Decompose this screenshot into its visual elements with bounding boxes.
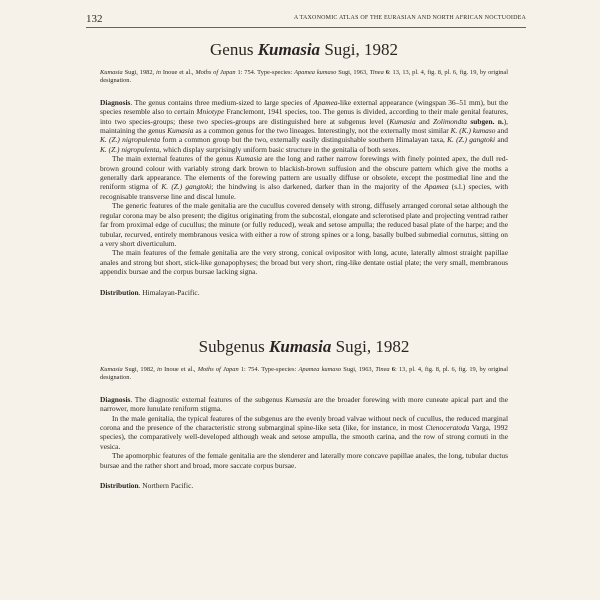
subgenus-male-genitalia [100,414,508,452]
ref-book: Moths of Japan [195,69,236,76]
ref-text: Inoue et al., [161,365,198,373]
genus-male-genitalia: The generic features of the male genitalia are the cucullus covered densely with strong, diffusely arranged coronal setae although the regular corona may be also present; the digitus originating from the subcostal, elongate and sclerotised plate and projecting ventrad rather far from proximal edge of cucullus; the minute (or fully reduced), weak and setose ampulla; the reduced basal plate of the harpe; and the tubular, recurved, entirely membranous vesica with either a row of strong spines or a long, basally bulbed submedial cornutus, sitting on a very short diverticulum. [100,201,508,248]
genus-distribution [100,288,508,297]
taxon: Kumasia [285,394,312,404]
body-text: (s.l.) species, with recognisable transverse line and discal lunule. [100,182,509,201]
ref-text: 1: 754. Type-species: [235,69,295,76]
diag-text: . The diagnostic external features of the subgenus [130,394,286,404]
taxon: Ctenoceratoda [425,422,470,432]
subgenus-diagnosis [100,395,508,414]
ref-journal: Tinea [375,365,390,373]
genus-diagnosis [100,98,508,154]
diag-text: and [495,126,508,136]
diagnosis-label: Diagnosis [100,97,131,107]
running-title: A TAXONOMIC ATLAS OF THE EURASIAN AND NORTH AFRICAN NOCTUOIDEA [293,15,526,21]
subgenus-distribution [100,481,508,490]
body-text: are the long and rather narrow forewings with finely pointed apex, the dull red-brown ground colour with variably strong dark brown to blackish-brown suffusion and the obscure pattern which give the moths a generally dark appearance. The elements of the forewing pattern are usually diffuse or obsolete, except the postmedial line and the reniform stigma of [100,154,508,192]
subgenus-section [100,337,508,490]
taxon: K. (Z.) gangtoki [161,182,212,192]
genus-female-genitalia: The main features of the female genitalia are the very strong, conical ovipositor with long, acute, laterally almost straight papillae anales and strong but short, stick-like gonapophyses; the broad but very short, ring-like dentate ostial plate; the very small, membranous appendix bursae and the corpus bursae lacking signa. [100,248,508,277]
subgenus-heading-italic: Kumasia [269,336,332,356]
ref-text: Sugi, 1963, [341,365,376,373]
ref-volume: 6 [383,69,389,76]
ref-text: Sugi, 1982, [122,69,156,76]
genus-heading-plain: Genus [210,40,258,59]
taxon: K. (Z.) nigropulenta [100,144,160,154]
distribution-text: . Northern Pacific. [138,481,194,490]
genus-heading [100,40,508,60]
page-header [86,10,526,26]
ref-text: Inoue et al., [160,69,196,76]
genus-heading-italic: Kumasia [257,40,321,59]
diag-text: form a common group but the two, externally easily distinguishable southern Himalayan taxa, [160,135,448,145]
taxon: K. (Z.) gangtoki [447,135,496,145]
diag-text: . The genus contains three medium-sized to large species of [130,97,314,107]
taxon: Kumasia [167,126,194,136]
genus-reference [100,69,508,86]
ref-genus: Kumasia [100,365,123,373]
genus-external-features [100,154,508,201]
diag-text: Franclemont, 1941 species, too. The genus is divided, according to their male genital features, into two species-groups; these two species-groups are distinguished here at subgenus level ( [100,107,508,126]
subgenus-heading-plain: Subgenus [198,336,270,356]
diag-text: , which display surprisingly uniform basic structure in the genitalia of both sexes. [159,144,401,154]
ref-book: Moths of Japan [197,365,239,373]
ref-species: Apamea kumaso [294,69,337,76]
distribution-label: Distribution [100,481,139,490]
page-number: 132 [86,13,103,25]
body-text: ; the hindwing is also darkened, darker than in the majority of the [211,182,425,192]
ref-text: : 13, pl. 4, fig. 8, pl. 6, fig. 19, by original designation. [100,365,508,382]
ref-volume: 6 [389,365,395,373]
subgen-note: subgen. n. [467,116,504,126]
ref-in: in [155,69,161,76]
diag-text: as a common genus for the two lineages. Interestingly, not the externally most similar [193,126,451,136]
body-text: Varga, 1992 species), the comparatively well-developed although weak and setose ampulla, the smooth carina, and the row of strong cornuti in the vesica. [100,422,508,451]
body-text: The main external features of the genus [112,154,236,164]
taxon: Kumasia [235,154,262,164]
ref-text: : 13, 13, pl. 4, fig. 8, pl. 6, fig. 19, by original designation. [100,69,508,85]
diagnosis-label: Diagnosis [100,394,131,404]
taxon: Apamea [313,97,338,107]
taxon: K. (Z.) nigropulenta [100,135,161,145]
subgenus-reference [100,366,508,383]
page-content [100,40,508,490]
subgenus-heading [100,337,508,357]
ref-genus: Kumasia [100,69,123,76]
diag-text: and [415,116,433,126]
header-rule [86,27,526,28]
ref-species: Apamea kumaso [298,365,342,373]
taxon: K. (K.) kumaso [450,126,496,136]
subgenus-female-genitalia: The apomorphic features of the female genitalia are the slenderer and laterally more concave papillae anales, the long, tubular ductus bursae and the rather short and broad, more saccate corpus bursae. [100,451,508,470]
subgenus-heading-author: Sugi, 1982 [331,336,410,356]
ref-text: 1: 754. Type-species: [238,365,299,373]
diag-text: and [495,135,509,145]
taxon: Zolimondta [432,116,468,126]
ref-in: in [157,365,162,373]
diag-text: -like external appearance (wingspan 36–51 mm), but the species resemble also to certain [100,97,508,117]
genus-heading-author: Sugi, 1982 [320,40,398,59]
taxon: Mniotype [196,107,225,117]
distribution-label: Distribution [100,287,139,297]
distribution-text: . Himalayan-Pacific. [138,287,200,297]
ref-text: Sugi, 1982, [122,365,157,373]
ref-text: Sugi, 1963, [336,69,370,76]
taxon: Kumasia [389,116,416,126]
diag-text: ), maintaining the genus [100,116,509,136]
ref-journal: Tinea [369,69,384,76]
body-text: In the male genitalia, the typical features of the subgenus are the evenly broad valvae without neck of cucullus, the reduced marginal corona and the presence of the characteristic strong submarginal spine-like seta (like, for instance, in most [100,413,508,432]
diag-text: are the broader forewing with more cuneate apical part and the narrower, more lunulate reniform stigma. [100,394,508,414]
taxon: Apamea [424,182,449,192]
